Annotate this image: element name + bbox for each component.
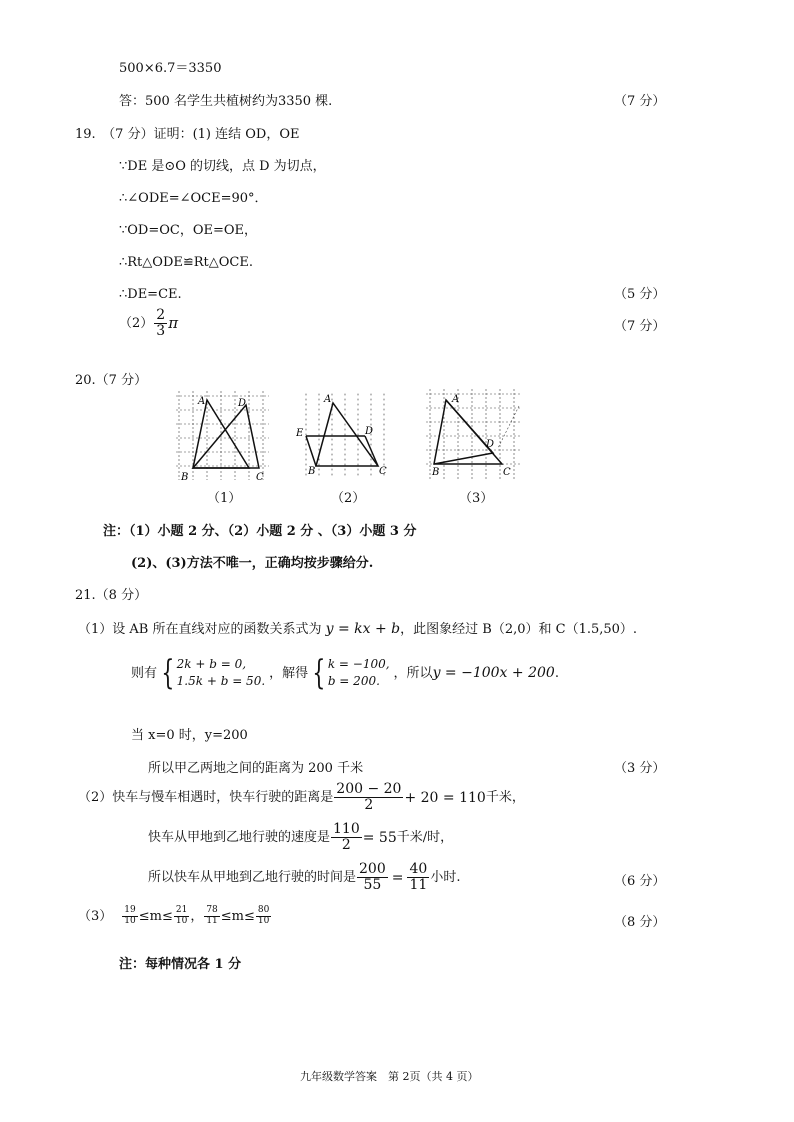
- label-d: D: [486, 439, 495, 450]
- equals-sign: =: [391, 869, 404, 886]
- period: .: [554, 665, 559, 681]
- q21-speed-line: [148, 822, 453, 854]
- label-c: C: [503, 467, 511, 478]
- fraction-denominator: 2: [341, 837, 351, 854]
- figure-3: [422, 386, 526, 488]
- q21-part1-points: ，此图象经过 B（2,0）和 C（1.5,50）.: [400, 622, 638, 637]
- equation-system: [157, 653, 266, 694]
- fraction-numerator: 21: [175, 905, 188, 915]
- q20-note-2: (2)、(3)方法不唯一，正确均按步骤给分.: [131, 556, 374, 571]
- speed-text: 快车从甲地到乙地行驶的速度是: [148, 830, 331, 846]
- bound-fraction-3: [204, 906, 219, 927]
- inequality-2: ≤m≤: [220, 908, 255, 924]
- fraction-denominator: 2: [364, 797, 374, 814]
- distance-fraction: [334, 782, 403, 814]
- fraction-denominator: 11: [409, 877, 428, 894]
- q19-part2-fraction: [154, 308, 167, 340]
- q21-time-line: [148, 862, 460, 894]
- brace-left: {: [312, 653, 326, 694]
- pi-symbol: π: [168, 314, 179, 333]
- label-b: B: [181, 472, 189, 483]
- page-footer: 九年级数学答案 第 2页（共 4 页）: [300, 1070, 479, 1083]
- figure-2: [296, 388, 396, 488]
- q21-score-3: （3 分）: [614, 761, 666, 776]
- q21-part3-line: [78, 906, 272, 927]
- linear-formula: y = kx + b: [325, 621, 401, 637]
- q21-distance: 所以甲乙两地之间的距离为 200 千米: [148, 761, 364, 776]
- q20-title: 20.（7 分）: [75, 373, 148, 388]
- q21-when-x0: 当 x=0 时，y=200: [131, 728, 248, 743]
- fraction-numerator: 78: [206, 905, 218, 915]
- q19-line4: ∴Rt△ODE≌Rt△OCE.: [119, 255, 253, 270]
- calculation-line: 500×6.7＝3350: [119, 61, 222, 76]
- q19-score-7: （7 分）: [614, 319, 666, 334]
- solution-k: k = −100,: [327, 657, 390, 671]
- solve-label: ，解得: [269, 665, 309, 681]
- q21-note: 注：每种情况各 1 分: [119, 957, 242, 972]
- q21-part2-text: （2）快车与慢车相遇时，快车行驶的距离是: [78, 790, 334, 806]
- fraction-denominator: 10: [124, 915, 136, 926]
- fraction-numerator: 200: [359, 861, 386, 877]
- q19-score-5: （5 分）: [614, 287, 666, 302]
- figure-1: [174, 388, 274, 488]
- result-formula: y = −100x + 200: [432, 665, 555, 682]
- solution-rows: [328, 656, 390, 691]
- q18-answer: 答：500 名学生共植树约为3350 棵.: [119, 94, 333, 109]
- bound-fraction-1: [122, 906, 137, 927]
- q18-score: （7 分）: [614, 94, 666, 109]
- fraction-numerator: 40: [409, 861, 428, 877]
- label-a: A: [198, 396, 206, 407]
- label-c: C: [256, 472, 264, 483]
- q21-part3-label: （3）: [78, 908, 113, 924]
- label-b: B: [308, 466, 316, 477]
- q19-title: 19. （7 分）证明：(1) 连结 OD，OE: [75, 127, 300, 142]
- q20-note-1: 注：（1）小题 2 分、（2）小题 2 分 、（3）小题 3 分: [103, 524, 417, 539]
- q21-part2-line: [78, 782, 525, 814]
- grid: [176, 391, 269, 480]
- time-fraction-1: [357, 862, 388, 894]
- time-fraction-2: [407, 862, 429, 894]
- so-label: ，所以: [393, 665, 433, 681]
- distance-unit: 千米，: [485, 790, 525, 806]
- fraction-denominator: 55: [363, 877, 382, 894]
- q21-part1-line: [78, 622, 637, 636]
- figure-3-caption: （3）: [459, 491, 494, 506]
- q19-line1: ∵DE 是⊙O 的切线，点 D 为切点，: [119, 159, 326, 174]
- equation-1: 2k + b = 0,: [176, 657, 247, 671]
- comma: ，: [190, 908, 204, 924]
- label-d: D: [238, 398, 247, 409]
- label-a: A: [324, 394, 332, 405]
- q19-line2: ∴∠ODE=∠OCE=90°．: [119, 191, 268, 206]
- fraction-numerator: 110: [333, 821, 360, 837]
- q19-line5: ∴DE=CE.: [119, 287, 182, 302]
- q19-line3: ∵OD=OC，OE=OE，: [119, 223, 258, 238]
- speed-value: = 55: [362, 829, 397, 846]
- figure-2-caption: （2）: [331, 491, 366, 506]
- fraction-numerator: 2: [156, 307, 166, 323]
- time-unit: 小时.: [430, 870, 461, 886]
- fraction-denominator: 10: [175, 915, 188, 926]
- brace-left: {: [161, 653, 175, 694]
- fraction-numerator: 19: [124, 905, 136, 915]
- bound-fraction-4: [256, 906, 271, 927]
- fraction-numerator: 200 − 20: [336, 781, 402, 797]
- figure-1-caption: （1）: [207, 491, 242, 506]
- fraction-numerator: 80: [257, 905, 270, 915]
- q21-title: 21.（8 分）: [75, 588, 148, 603]
- equation-system-line: [131, 653, 559, 694]
- q21-part1-text: （1）设 AB 所在直线对应的函数关系式为: [78, 622, 326, 637]
- q19-part2: [119, 308, 178, 340]
- speed-unit: 千米/时，: [396, 830, 454, 846]
- label-a: A: [452, 394, 460, 405]
- solution-system: [308, 653, 390, 694]
- label-e: E: [296, 428, 304, 439]
- time-text: 所以快车从甲地到乙地行驶的时间是: [148, 870, 357, 886]
- fraction-denominator: 10: [257, 915, 270, 926]
- q19-part2-label: （2）: [119, 316, 154, 332]
- label-d: D: [365, 426, 374, 437]
- equation-2: 1.5k + b = 50.: [176, 674, 266, 689]
- speed-fraction: [331, 822, 362, 854]
- equation-rows: [177, 656, 266, 691]
- q21-score-8: （8 分）: [614, 915, 666, 930]
- label-b: B: [432, 467, 440, 478]
- inequality-1: ≤m≤: [138, 908, 173, 924]
- fraction-denominator: 11: [206, 915, 218, 926]
- fraction-denominator: 3: [156, 323, 166, 340]
- distance-sum: + 20 = 110: [404, 789, 486, 806]
- solution-b: b = 200.: [327, 674, 380, 689]
- then-label: 则有: [131, 665, 158, 681]
- bound-fraction-2: [174, 906, 189, 927]
- q21-score-6: （6 分）: [614, 874, 666, 889]
- label-c: C: [379, 466, 387, 477]
